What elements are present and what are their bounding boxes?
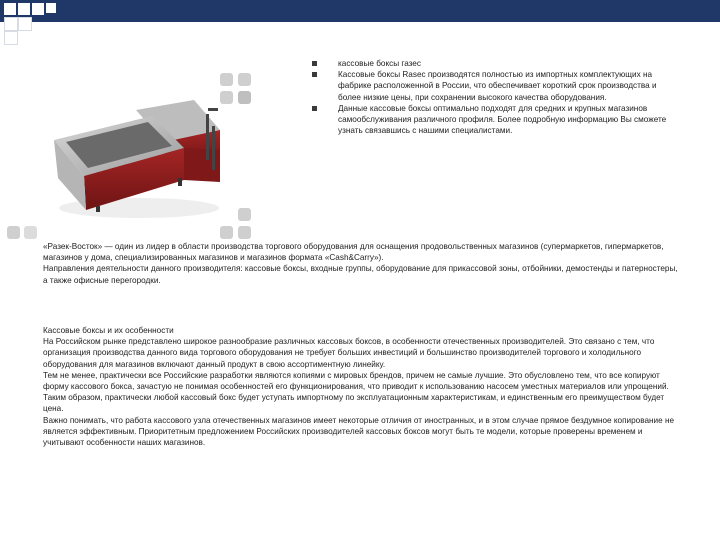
bullet-marker-icon [312,106,317,111]
corner-decoration [0,0,60,46]
bullet-item [306,69,678,103]
bullet-item [306,103,678,137]
bullet-list [306,58,678,136]
company-description: «Разек-Восток» — один из лидер в области производства торгового оборудования для оснащения продовольственных магазинов (супермаркетов, гипермаркетов, магазинов у дома, специализированных магазинов и магазинов формата «Cash&Carry»). Направления деятельности данного производителя: кассовые боксы, входные группы, оборудование для прикассовой зоны, отбойники, демостенды и патерностеры, а также офисные перегородки. [43,242,678,285]
bullet-text: Данные кассовые боксы оптимально подходят для средних и крупных магазинов самообслуживания различного профиля. Более подробную информацию Вы сможете узнать связавшись с нашими специалистами. [338,103,667,136]
header-bar [0,0,720,22]
bullet-text: Кассовые боксы Rasec производятся полностью из импортных комплектующих на фабрике расположенной в России, что обеспечивает короткий срок производства и более низкие цены, при сохранении высокого качества оборудования. [338,70,657,102]
bullet-marker-icon [312,72,317,77]
checkout-features-text: Кассовые боксы и их особенности На Российском рынке представлено широкое разнообразие различных кассовых боксов, в особенности отечественных производителей. Это связано с тем, что организация производства данного вида торгового оборудования не требует больших инвестиций и большинство производителей торгового и холодильного оборудования для магазинов включают данный продукт в свою ассортиментную линейку. Тем не менее, практически все Российские разработки являются копиями с мировых брендов, причем не самые лучшие. Это обусловлено тем, что все копируют форму кассового бокса, зачастую не понимая особенностей его функционирования, что приводит к использованию насосем уместных материалов или упрощений. Таким образом, практически любой кассовый бокс будет уступать импортному по эксплуатационным характеристикам, и единственным его преимуществом будет цена. Важно понимать, что работа кассового узла отечественных магазинов имеет некоторые отличия от иностранных, и в этом случае прямое бездумное копирование не является эффективным. Приоритетным предложением Российских производителей кассовых боксов могут быть те модели, которые проверены временем и учитывают особенности наших магазинов. [43,326,675,448]
checkout-counter-image [44,86,234,222]
bullet-item [306,58,678,69]
bullet-text: кассовые боксы газес [338,59,421,68]
bullet-marker-icon [312,61,317,66]
